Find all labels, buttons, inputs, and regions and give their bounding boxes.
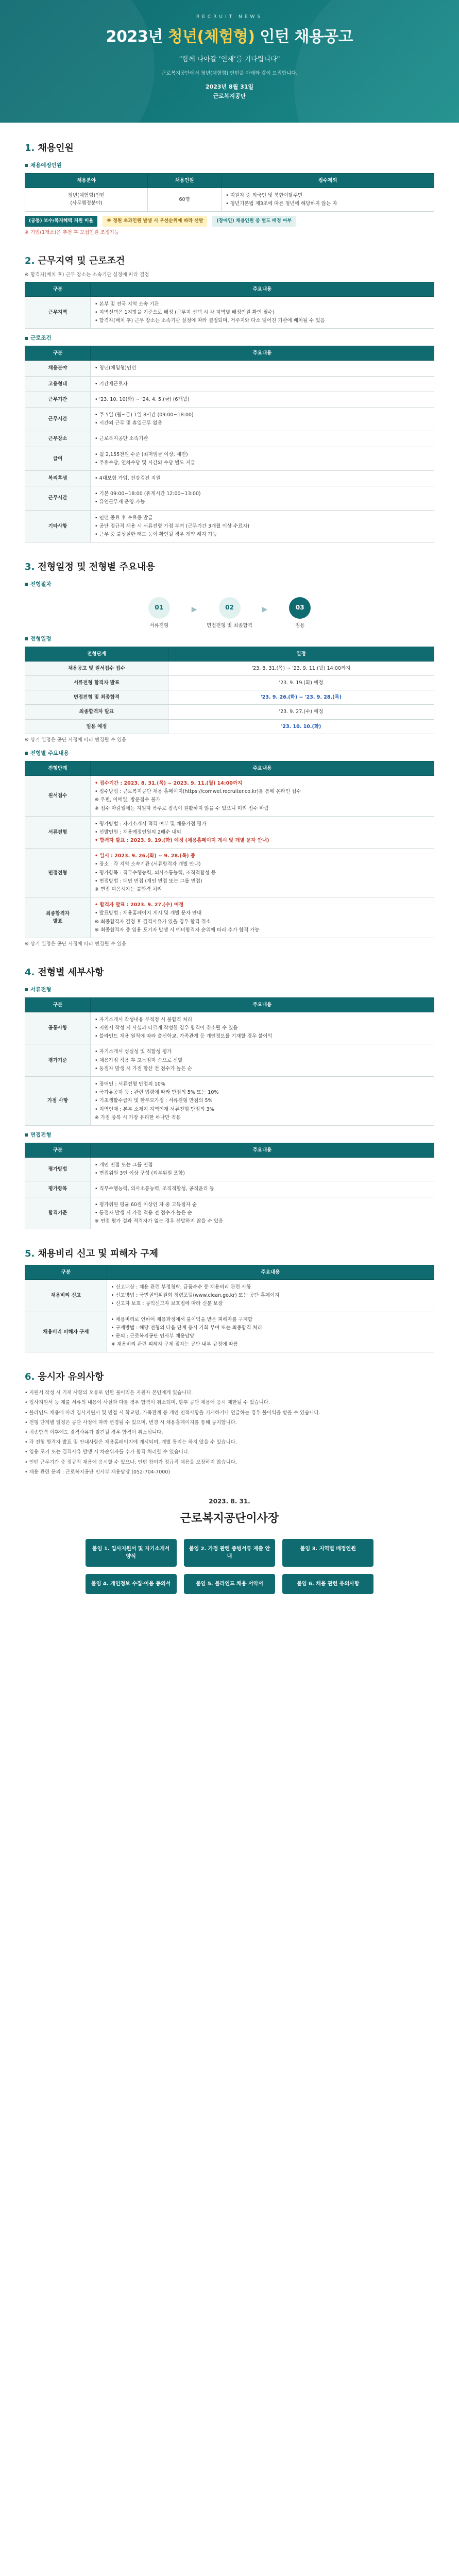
interview-table xyxy=(25,1143,434,1229)
row-label: 채용공고 및 원서접수 접수 xyxy=(25,661,168,675)
row-label: 평가항목 xyxy=(25,1181,91,1197)
attachment-button-5[interactable]: 붙임 5. 블라인드 채용 서약서 xyxy=(184,1574,275,1594)
row-content xyxy=(91,1157,434,1181)
cell-count: 60명 xyxy=(148,188,222,211)
s4b-sub: 면접전형 xyxy=(25,1131,434,1140)
row-line: • 접수기간 : 2023. 8. 31.(목) ~ 2023. 9. 11.(월) 14:00까지 xyxy=(95,780,243,786)
section-3-title-text: 전형일정 및 전형별 주요내용 xyxy=(38,562,155,573)
row-line: ※ 채용비리 관련 피해자 구제 절차는 공단 내부 규정에 따름 xyxy=(111,1342,239,1348)
exclude-line: • 지원자 중 외국인 및 북한이탈주민 xyxy=(226,192,303,198)
table-row xyxy=(25,897,434,938)
row-line: • 평가위원 평균 60점 이상인 자 중 고득점자 순 xyxy=(95,1201,197,1208)
title-highlight: 청년(체험형) xyxy=(167,28,255,46)
row-line: ※ 최종합격자 결정 후 결격사유가 있을 경우 합격 취소 xyxy=(95,919,211,925)
s4-sub: 서류전형 xyxy=(25,986,434,994)
row-content xyxy=(91,849,434,897)
row-line: • 합격자 발표 : 2023. 9. 27.(수) 예정 xyxy=(95,902,184,908)
table-row xyxy=(25,1280,434,1312)
row-line: • 기간제근로자 xyxy=(95,381,128,387)
row-line: • 접수방법 : 근로복지공단 채용 홈페이지(https://comwel.recruiter.co.kr)를 통해 온라인 접수 xyxy=(95,789,301,795)
row-line: • 근무 중 불성실한 태도 등이 확인될 경우 계약 해지 가능 xyxy=(95,531,217,537)
row-content xyxy=(107,1280,434,1312)
row-line: • 면접위원 3인 이상 구성 (외부위원 포함) xyxy=(95,1171,185,1177)
badge-row xyxy=(25,216,434,226)
row-label: 서류전형 xyxy=(25,816,91,849)
row-line: • 지원서 작성 시 사실과 다르게 작성한 경우 합격이 취소될 수 있음 xyxy=(95,1025,238,1031)
row-content xyxy=(107,1312,434,1352)
row-line: • '23. 10. 10(화) ~ '24. 4. 5.(금) (6개월) xyxy=(95,396,190,402)
row-label: 원서접수 xyxy=(25,775,91,816)
col-count: 채용인원 xyxy=(148,173,222,188)
col-field: 채용분야 xyxy=(25,173,148,188)
hero-org: 근로복지공단 xyxy=(213,92,246,99)
col-content: 주요내용 xyxy=(91,282,434,296)
row-line: • 일시 : 2023. 9. 26.(화) ~ 9. 28.(목) 중 xyxy=(95,853,196,859)
row-content xyxy=(91,431,434,447)
cell-exclude xyxy=(222,188,434,211)
attachment-button-4[interactable]: 붙임 4. 개인정보 수집·이용 동의서 xyxy=(86,1574,177,1594)
col-category: 구분 xyxy=(25,346,91,361)
recruitment-table xyxy=(25,173,434,212)
row-line: • 4대보험 가입, 건강검진 지원 xyxy=(95,475,161,481)
row-line: • 구제방법 : 해당 전형의 다음 단계 응시 기회 부여 또는 최종합격 처리 xyxy=(111,1325,262,1331)
row-line: • 기본 09:00~18:00 (휴게시간 12:00~13:00) xyxy=(95,491,201,497)
section-1-title-text: 채용인원 xyxy=(38,143,74,154)
row-label: 서류전형 합격자 발표 xyxy=(25,676,168,690)
table-row xyxy=(25,661,434,675)
col-stage: 전형단계 xyxy=(25,647,168,661)
arrow-right-icon: ▶ xyxy=(262,605,268,614)
row-content xyxy=(91,392,434,407)
s2b-sub: 근로조건 xyxy=(25,334,434,343)
row-line: • 지역인재 : 본부 소재지 지역인재 서류전형 만점의 3% xyxy=(95,1106,214,1112)
row-label: 최종합격자 발표 xyxy=(25,897,91,938)
table-row xyxy=(25,510,434,543)
row-line: • 평가방법 : 자기소개서 적격 여부 및 채용가점 평가 xyxy=(95,821,207,827)
list-item: • 입사지원서 등 제출 서류의 내용이 사실과 다를 경우 합격이 취소되며, 향후 공단 채용에 응시 제한될 수 있습니다. xyxy=(25,1400,270,1406)
process-flow xyxy=(25,597,434,630)
row-content xyxy=(91,470,434,486)
work-region-table xyxy=(25,282,434,329)
badge: (공통) 보수/복지혜택 지원 비율 xyxy=(25,216,97,226)
row-line: • 발표방법 : 채용홈페이지 게시 및 개별 문자 안내 xyxy=(95,910,202,917)
row-line: ※ 면접 미응시자는 불합격 처리 xyxy=(95,887,162,893)
row-content xyxy=(91,376,434,392)
row-line: • 면접방법 : 대면 면접 (개인 면접 또는 그룹 면접) xyxy=(95,878,202,884)
row-line: • 평가항목 : 직무수행능력, 의사소통능력, 조직적합성 등 xyxy=(95,870,216,876)
row-label: 채용비리 피해자 구제 xyxy=(25,1312,107,1352)
section-6-title xyxy=(25,1370,434,1385)
stage-details-table xyxy=(25,761,434,938)
section-2-title-text: 근무지역 및 근로조건 xyxy=(38,255,125,266)
row-line: • 국가유공자 등 : 관련 법령에 따라 만점의 5% 또는 10% xyxy=(95,1090,219,1096)
row-line: • 문의 : 근로복지공단 인사부 채용담당 xyxy=(111,1333,195,1340)
s1-sub: 채용예정인원 xyxy=(25,161,434,170)
row-line: • 합격자(배치 후) 근무 장소는 소속기관 실정에 따라 결정되며, 거주지와 다소 떨어진 기관에 배치될 수 있음 xyxy=(95,318,325,324)
row-line: • 월 2,155천원 수준 (최저임금 이상, 세전) xyxy=(95,451,188,457)
row-content xyxy=(91,775,434,816)
row-content xyxy=(91,1181,434,1197)
section-1-title xyxy=(25,141,434,156)
section-stage-details xyxy=(25,965,434,1229)
row-label: 근무시간 xyxy=(25,408,91,431)
row-line: • 개인 면접 또는 그룹 면접 xyxy=(95,1162,153,1168)
s3b-sub: 전형별 주요내용 xyxy=(25,749,434,758)
page-title xyxy=(0,25,459,49)
row-line: • 시간외 근무 및 휴일근무 없음 xyxy=(95,420,162,427)
process-step xyxy=(207,597,253,630)
row-content xyxy=(91,510,434,543)
col-exclude: 접수제외 xyxy=(222,173,434,188)
section-1-number: 1. xyxy=(25,143,35,154)
section-4-title-text: 전형별 세부사항 xyxy=(38,967,104,978)
conditions-table xyxy=(25,346,434,543)
row-line: • 주 5일 (월~금) 1일 8시간 (09:00~18:00) xyxy=(95,412,194,418)
row-label: 평가방법 xyxy=(25,1157,91,1181)
table-row xyxy=(25,408,434,431)
section-work-conditions xyxy=(25,254,434,543)
row-value: '23. 9. 19.(화) 예정 xyxy=(168,676,434,690)
step-label: 면접전형 및 최종합격 xyxy=(207,622,252,629)
col-category: 구분 xyxy=(25,997,91,1012)
row-label: 면접전형 xyxy=(25,849,91,897)
section-5-number: 5. xyxy=(25,1248,35,1260)
row-label: 평가기준 xyxy=(25,1044,91,1077)
row-line: • 직무수행능력, 의사소통능력, 조직적합성, 공직윤리 등 xyxy=(95,1186,214,1192)
row-line: • 합격자 발표 : 2023. 9. 19.(화) 예정 (채용홈페이지 게시 및 개별 문자 안내) xyxy=(95,838,269,844)
hero-slogan: "함께 나아갈 ‘인재’를 기다립니다" xyxy=(179,56,280,64)
col-date: 일정 xyxy=(168,647,434,661)
arrow-right-icon: ▶ xyxy=(191,605,197,614)
row-line: • 동점자 발생 시 가점 합산 전 점수가 높은 순 xyxy=(95,1065,192,1072)
footer-org: 근로복지공단이사장 xyxy=(180,1512,279,1526)
col-content: 주요내용 xyxy=(107,1265,434,1279)
section-6-number: 6. xyxy=(25,1371,35,1383)
row-value: '23. 10. 10.(화) xyxy=(168,719,434,734)
row-line: • 본부 및 전국 지역 소속 기관 xyxy=(95,301,159,307)
row-line: • 신고대상 : 채용 관련 부정청탁, 금품수수 등 채용비리 관련 사항 xyxy=(111,1284,251,1291)
table-row xyxy=(25,1312,434,1352)
row-label: 고용형태 xyxy=(25,376,91,392)
row-value: '23. 8. 31.(목) ~ '23. 9. 11.(월) 14:00까지 xyxy=(168,661,434,675)
table-row xyxy=(25,431,434,447)
list-item: • 채용 관련 문의 : 근로복지공단 인사부 채용담당 (052-704-7000) xyxy=(25,1469,171,1475)
row-line: • 블라인드 채용 원칙에 따라 출신학교, 가족관계 등 개인정보를 기재할 경우 불이익 xyxy=(95,1033,273,1040)
row-label: 급여 xyxy=(25,447,91,470)
row-line: • 동점자 발생 시 가점 적용 전 점수가 높은 순 xyxy=(95,1210,192,1216)
row-content xyxy=(91,361,434,376)
section-3-number: 3. xyxy=(25,562,35,573)
row-line: • 근로복지공단 소속기관 xyxy=(95,436,148,442)
section-4-number: 4. xyxy=(25,967,35,978)
list-item: • 최종합격 이후에도 결격사유가 발견될 경우 합격이 취소됩니다. xyxy=(25,1429,163,1435)
table-row xyxy=(25,188,434,211)
row-line: • 청년(체험형)인턴 xyxy=(95,365,137,371)
step-label: 서류전형 xyxy=(149,622,169,629)
row-label: 합격기준 xyxy=(25,1197,91,1229)
table-row xyxy=(25,1157,434,1181)
badge: ※ 정원 초과인원 발생 시 우선순위에 따라 선발 xyxy=(103,216,207,226)
list-item: • 전형 단계별 일정은 공단 사정에 따라 변경될 수 있으며, 변경 시 채용홈페이지를 통해 공지합니다. xyxy=(25,1419,237,1426)
step-number: 03 xyxy=(289,597,311,619)
table-row xyxy=(25,849,434,897)
attachment-button-6[interactable]: 붙임 6. 채용 관련 유의사항 xyxy=(282,1574,373,1594)
section-5-title xyxy=(25,1247,434,1262)
table-row xyxy=(25,705,434,719)
col-category: 구분 xyxy=(25,1143,91,1157)
row-label: 공통사항 xyxy=(25,1012,91,1044)
row-label: 복리후생 xyxy=(25,470,91,486)
row-label: 임용 예정 xyxy=(25,719,168,734)
row-content xyxy=(91,447,434,470)
table-row xyxy=(25,1077,434,1126)
col-content: 주요내용 xyxy=(91,1143,434,1157)
table-row xyxy=(25,392,434,407)
title-post: 인턴 채용공고 xyxy=(254,28,353,46)
row-line: • 주휴수당, 연차수당 및 시간외 수당 별도 지급 xyxy=(95,460,195,466)
table-row xyxy=(25,816,434,849)
section-6-title-text: 응시자 유의사항 xyxy=(38,1371,104,1383)
col-content: 주요내용 xyxy=(91,761,434,775)
row-label: 가점 사항 xyxy=(25,1077,91,1126)
row-line: ※ 최종합격자 중 임용 포기자 발생 시 예비합격자 순위에 따라 추가 합격 가능 xyxy=(95,927,260,933)
row-line: • 인턴 종료 후 수료증 발급 xyxy=(95,515,153,521)
list-item: • 각 전형 합격자 발표 및 안내사항은 채용홈페이지에 게시되며, 개별 통지는 하지 않을 수 있습니다. xyxy=(25,1439,237,1446)
s3b-note: ※ 상기 일정은 공단 사정에 따라 변경될 수 있음 xyxy=(25,941,127,947)
table-row xyxy=(25,296,434,329)
row-line: • 공단 정규직 채용 시 서류전형 가점 부여 (근무기간 3개월 이상 수료자) xyxy=(95,523,250,529)
section-5-title-text: 채용비리 신고 및 피해자 구제 xyxy=(38,1248,159,1260)
row-value: '23. 9. 26.(화) ~ '23. 9. 28.(목) xyxy=(168,690,434,705)
step-label: 임용 xyxy=(295,622,305,629)
table-row xyxy=(25,1181,434,1197)
list-item: • 블라인드 채용에 따라 입사지원서 및 면접 시 학교명, 가족관계 등 개인 인적사항을 기재하거나 언급하는 경우 불이익을 받을 수 있습니다. xyxy=(25,1410,320,1416)
table-row xyxy=(25,376,434,392)
row-content xyxy=(91,1197,434,1229)
row-label: 면접전형 및 최종합격 xyxy=(25,690,168,705)
row-line: • 채용비리로 인하여 채용과정에서 불이익을 받은 피해자를 구제함 xyxy=(111,1316,253,1323)
col-category: 구분 xyxy=(25,282,91,296)
col-content: 주요내용 xyxy=(91,997,434,1012)
col-stage: 전형단계 xyxy=(25,761,91,775)
col-content: 주요내용 xyxy=(91,346,434,361)
step-number: 02 xyxy=(219,597,241,619)
row-line: • 유연근무제 운영 가능 xyxy=(95,499,145,505)
table-row xyxy=(25,1044,434,1077)
s2-note: ※ 합격자(배치 후) 근무 장소는 소속기관 실정에 따라 결정 xyxy=(25,272,149,278)
table-row xyxy=(25,470,434,486)
attachment-button-1[interactable]: 붙임 1. 입사지원서 및 자기소개서 양식 xyxy=(86,1539,177,1567)
s3-sub1: 전형절차 xyxy=(25,580,434,589)
section-schedule xyxy=(25,560,434,948)
table-row xyxy=(25,775,434,816)
row-line: ※ 가점 중복 시 가장 유리한 하나만 적용 xyxy=(95,1114,181,1121)
table-row xyxy=(25,676,434,690)
table-row xyxy=(25,486,434,510)
row-content xyxy=(91,1012,434,1044)
table-row xyxy=(25,719,434,734)
row-line: • 기초생활수급자 및 한부모가정 : 서류전형 만점의 5% xyxy=(95,1098,213,1104)
col-category: 구분 xyxy=(25,1265,107,1279)
row-line: • 장소 : 각 지역 소속기관 (서류합격자 개별 안내) xyxy=(95,861,201,868)
table-row xyxy=(25,447,434,470)
hero-description: 근로복지공단에서 청년(체험형) 인턴을 아래와 같이 모집합니다. xyxy=(161,71,298,77)
section-recruitment-count xyxy=(25,141,434,236)
caution-list xyxy=(25,1389,434,1476)
row-line: ※ 면접 평가 결과 적격자가 없는 경우 선발하지 않을 수 있음 xyxy=(95,1218,224,1224)
row-line: • 신고방법 : 국민권익위원회 청렴포털(www.clean.go.kr) 또는 공단 홈페이지 xyxy=(111,1293,280,1299)
list-item: • 지원서 작성 시 기재 사항의 오류로 인한 불이익은 지원자 본인에게 있습니다. xyxy=(25,1390,193,1396)
row-label: 근무시간 xyxy=(25,486,91,510)
table-row xyxy=(25,361,434,376)
step-number: 01 xyxy=(148,597,170,619)
row-line: • 자기소개서 성실성 및 적합성 평가 xyxy=(95,1049,172,1055)
row-label: 채용분야 xyxy=(25,361,91,376)
exclude-line: • 청년기본법 제3조에 따른 청년에 해당하지 않는 자 xyxy=(226,200,337,207)
process-step xyxy=(136,597,182,630)
badge: (장애인) 채용인원 중 별도 배정 여부 xyxy=(212,216,296,226)
hero-tag: RECRUIT NEWS xyxy=(196,14,263,20)
section-corruption-report xyxy=(25,1247,434,1352)
hero-date: 2023년 8월 31일 xyxy=(205,83,254,91)
section-4-title xyxy=(25,965,434,980)
cell-field: 청년(체험형)인턴 (사무행정분야) xyxy=(25,188,148,211)
row-label: 기타사항 xyxy=(25,510,91,543)
s3-sub2: 전형일정 xyxy=(25,635,434,643)
row-line: • 선발인원 : 채용예정인원의 2배수 내외 xyxy=(95,829,181,835)
row-line: ※ 접수 마감일에는 지원자 폭주로 접속이 원활하지 않을 수 있으니 미리 접수 바람 xyxy=(95,805,269,811)
title-pre: 2023년 xyxy=(106,28,168,46)
row-content xyxy=(91,897,434,938)
row-label: 채용비리 신고 xyxy=(25,1280,107,1312)
row-line: • 자기소개서 작성내용 부적정 시 불합격 처리 xyxy=(95,1016,192,1023)
hero-banner xyxy=(0,0,459,123)
row-line: • 장애인 : 서류전형 만점의 10% xyxy=(95,1081,165,1088)
row-content xyxy=(91,1077,434,1126)
footer-date: 2023. 8. 31. xyxy=(209,1497,250,1505)
row-content xyxy=(91,1044,434,1077)
attachment-button-3[interactable]: 붙임 3. 지역별 배정인원 xyxy=(282,1539,373,1567)
row-label: 근무지역 xyxy=(25,296,91,329)
row-content xyxy=(91,296,434,329)
section-2-title xyxy=(25,254,434,269)
corruption-table xyxy=(25,1265,434,1353)
document-screening-table xyxy=(25,997,434,1126)
table-row xyxy=(25,1012,434,1044)
row-label: 최종합격자 발표 xyxy=(25,705,168,719)
s3-note: ※ 상기 일정은 공단 사정에 따라 변경될 수 있음 xyxy=(25,737,127,743)
section-2-number: 2. xyxy=(25,255,35,266)
row-content xyxy=(91,408,434,431)
attachment-button-2[interactable]: 붙임 2. 가점 관련 증빙서류 제출 안내 xyxy=(184,1539,275,1567)
table-row xyxy=(25,1197,434,1229)
list-item: • 인턴 근무기간 중 정규직 채용에 응시할 수 있으나, 인턴 참여가 정규직 채용을 보장하지 않습니다. xyxy=(25,1459,237,1465)
row-content xyxy=(91,486,434,510)
process-step xyxy=(277,597,323,630)
section-3-title xyxy=(25,560,434,575)
list-item: • 임용 포기 또는 결격사유 발생 시 차순위자를 추가 합격 처리할 수 있습니다. xyxy=(25,1449,190,1455)
section-cautions xyxy=(25,1370,434,1476)
row-line: • 지역선택은 1지망을 기준으로 배정 (근무지 선택 시 각 지역별 배정인원 확인 필수) xyxy=(95,310,275,316)
row-label: 근무기간 xyxy=(25,392,91,407)
row-line: • 채용가점 적용 후 고득점자 순으로 선발 xyxy=(95,1057,183,1063)
attachment-buttons xyxy=(86,1539,374,1594)
row-line: • 신고자 보호 : 공익신고자 보호법에 따라 신분 보장 xyxy=(111,1301,223,1307)
row-line: ※ 우편, 이메일, 방문접수 불가 xyxy=(95,797,161,803)
s1-note: ※ 기업(1개소)은 추천 후 모집인원 조정가능 xyxy=(25,229,120,235)
row-value: '23. 9. 27.(수) 예정 xyxy=(168,705,434,719)
row-content xyxy=(91,816,434,849)
schedule-table xyxy=(25,647,434,734)
table-row xyxy=(25,690,434,705)
row-label: 근무장소 xyxy=(25,431,91,447)
